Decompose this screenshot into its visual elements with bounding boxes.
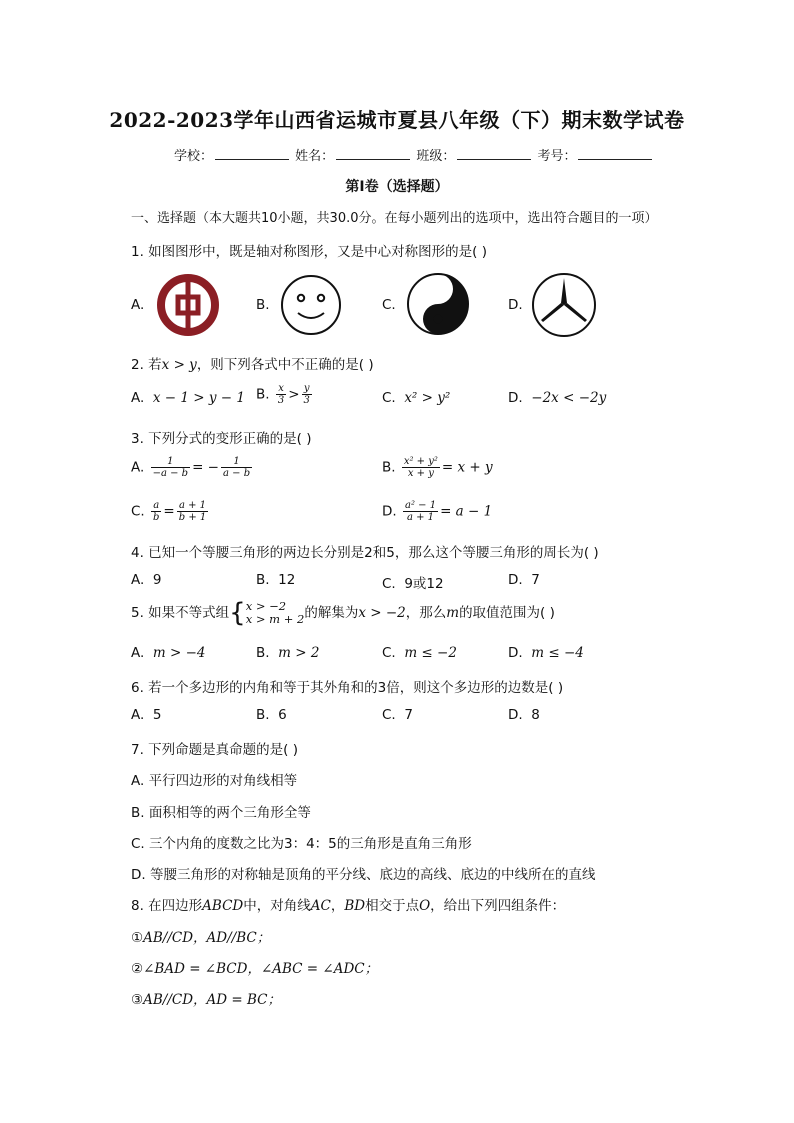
part-heading: 一、选择题（本大题共10小题，共30.0分。在每小题列出的选项中，选出符合题目的一项）	[131, 211, 658, 226]
q3-option-a: A. $\frac{1}{-a - b}$ = − $\frac{1}{a - b}$	[131, 456, 251, 479]
q8-condition-3: ③AB//CD，AD = BC；	[131, 992, 281, 1008]
q3-option-c: C. $\frac{a}{b}$ = $\frac{a + 1}{b + 1}$	[131, 500, 207, 523]
inequality-system: x > −2 x > m + 2	[245, 599, 305, 626]
q7-option-a: A. 平行四边形的对角线相等	[131, 773, 298, 789]
name-label: 姓名：	[295, 149, 335, 164]
q1-option-d-label: D.	[508, 297, 523, 313]
bank-logo-icon	[156, 273, 220, 337]
q6-option-d: D. 8	[508, 707, 540, 723]
name-blank[interactable]	[336, 147, 410, 160]
q5-option-b: B. m > 2	[256, 645, 320, 661]
yin-yang-icon	[406, 272, 470, 336]
q2-option-a: A. x − 1 > y − 1	[131, 390, 245, 406]
class-blank[interactable]	[457, 147, 531, 160]
q7-option-c: C. 三个内角的度数之比为3：4：5的三角形是直角三角形	[131, 836, 472, 852]
school-blank[interactable]	[215, 147, 289, 160]
q4-option-b: B. 12	[256, 572, 296, 588]
q2-option-c: C. x² > y²	[382, 390, 451, 406]
student-info-row	[174, 145, 654, 164]
q6-option-a: A. 5	[131, 707, 162, 723]
class-label: 班级：	[416, 149, 456, 164]
q5-option-a: A. m > −4	[131, 645, 206, 661]
q3-option-d: D. $\frac{\text{a² − 1}}{a + 1}$ = a − 1	[382, 500, 493, 523]
q3-stem: 3. 下列分式的变形正确的是( )	[131, 431, 312, 447]
q5-option-d: D. m ≤ −4	[508, 645, 584, 661]
q4-option-c: C. 9或12	[382, 576, 444, 592]
school-label: 学校：	[174, 149, 214, 164]
q6-option-c: C. 7	[382, 707, 413, 723]
q2-option-d: D. −2x < −2y	[508, 390, 607, 406]
page-title: 2022-2023学年山西省运城市夏县八年级（下）期末数学试卷	[109, 108, 685, 132]
q4-stem: 4. 已知一个等腰三角形的两边长分别是2和5，那么这个等腰三角形的周长为( )	[131, 545, 599, 561]
q5-stem: 5. 如果不等式组{ x > −2 x > m + 2 的解集为x > −2，那么m的取值范围为( )	[131, 598, 555, 628]
q4-option-d: D. 7	[508, 572, 540, 588]
q8-condition-1: ①AB//CD，AD//BC；	[131, 930, 271, 946]
q8-stem: 8. 在四边形ABCD中，对角线AC，BD相交于点O，给出下列四组条件：	[131, 898, 566, 914]
q4-option-a: A. 9	[131, 572, 162, 588]
q6-option-b: B. 6	[256, 707, 287, 723]
section-heading: 第I卷（选择题）	[345, 179, 449, 195]
q7-option-d: D. 等腰三角形的对称轴是顶角的平分线、底边的高线、底边的中线所在的直线	[131, 867, 596, 883]
q8-condition-2: ②∠BAD = ∠BCD，∠ABC = ∠ADC；	[131, 961, 379, 977]
q1-option-a-label: A.	[131, 297, 145, 313]
q5-option-c: C. m ≤ −2	[382, 645, 457, 661]
q6-stem: 6. 若一个多边形的内角和等于其外角和的3倍，则这个多边形的边数是( )	[131, 680, 564, 696]
exam-no-blank[interactable]	[578, 147, 652, 160]
q7-option-b: B. 面积相等的两个三角形全等	[131, 805, 311, 821]
q7-stem: 7. 下列命题是真命题的是( )	[131, 742, 298, 758]
mercedes-star-icon	[531, 272, 597, 338]
q1-option-c-label: C.	[382, 297, 396, 313]
q1-option-b-label: B.	[256, 297, 270, 313]
q1-stem: 1. 如图图形中，既是轴对称图形，又是中心对称图形的是( )	[131, 244, 487, 260]
exam-no-label: 考号：	[537, 149, 577, 164]
q2-option-b: B. $\frac{x}{3}$ > $\frac{y}{3}$	[256, 383, 310, 406]
q3-option-b: B. $\frac{\text{x² + y²}}{x + y}$ = x + y	[382, 456, 493, 479]
q2-stem: 2. 若x > y，则下列各式中不正确的是( )	[131, 357, 374, 373]
smiley-face-icon	[279, 273, 343, 337]
